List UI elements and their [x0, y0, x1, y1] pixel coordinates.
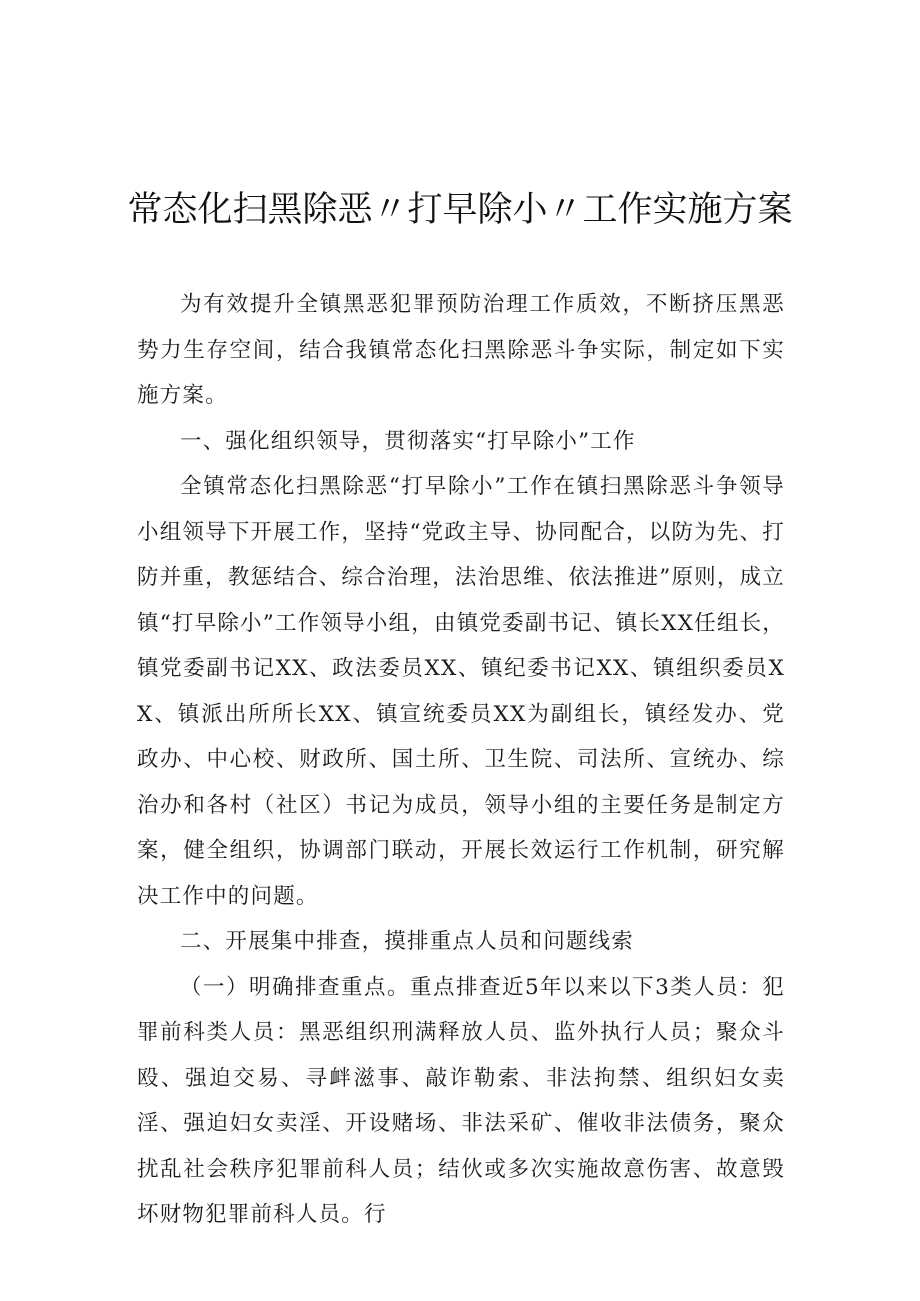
section-1-paragraph: 全镇常态化扫黑除恶“打早除小”工作在镇扫黑除恶斗争领导小组领导下开展工作，坚持“党政主导、协同配合，以防为先、打防并重，教惩结合、综合治理，法治思维、依法推进”原则，成立镇“打早除小”工作领导小组，由镇党委副书记、镇长XX任组长，镇党委副书记XX、政法委员XX、镇纪委书记XX、镇组织委员XX、镇派出所所长XX、镇宣统委员XX为副组长，镇经发办、党政办、中心校、财政所、国土所、卫生院、司法所、宣统办、综治办和各村（社区）书记为成员，领导小组的主要任务是制定方案，健全组织，协调部门联动，开展长效运行工作机制，研究解决工作中的问题。 — [137, 474, 785, 909]
section-2-paragraph: （一）明确排查重点。重点排查近5年以来以下3类人员：犯罪前科类人员：黑恶组织刑满释放人员、监外执行人员；聚众斗殴、强迫交易、寻衅滋事、敲诈勒索、非法拘禁、组织妇女卖淫、强迫妇女卖淫、开设赌场、非法采矿、催收非法债务，聚众扰乱社会秩序犯罪前科人员；结伙或多次实施故意伤害、故意毁坏财物犯罪前科人员。行 — [137, 974, 785, 1227]
intro-paragraph: 为有效提升全镇黑恶犯罪预防治理工作质效，不断挤压黑恶势力生存空间，结合我镇常态化扫黑除恶斗争实际，制定如下实施方案。 — [137, 292, 785, 408]
document-title: 常态化扫黑除恶〃打早除小〃工作实施方案 — [127, 190, 793, 230]
section-heading-2: 二、开展集中排查，摸排重点人员和问题线索 — [180, 929, 635, 954]
document-body — [137, 282, 785, 1238]
section-heading-1: 一、强化组织领导，贯彻落实“打早除小”工作 — [180, 428, 636, 454]
